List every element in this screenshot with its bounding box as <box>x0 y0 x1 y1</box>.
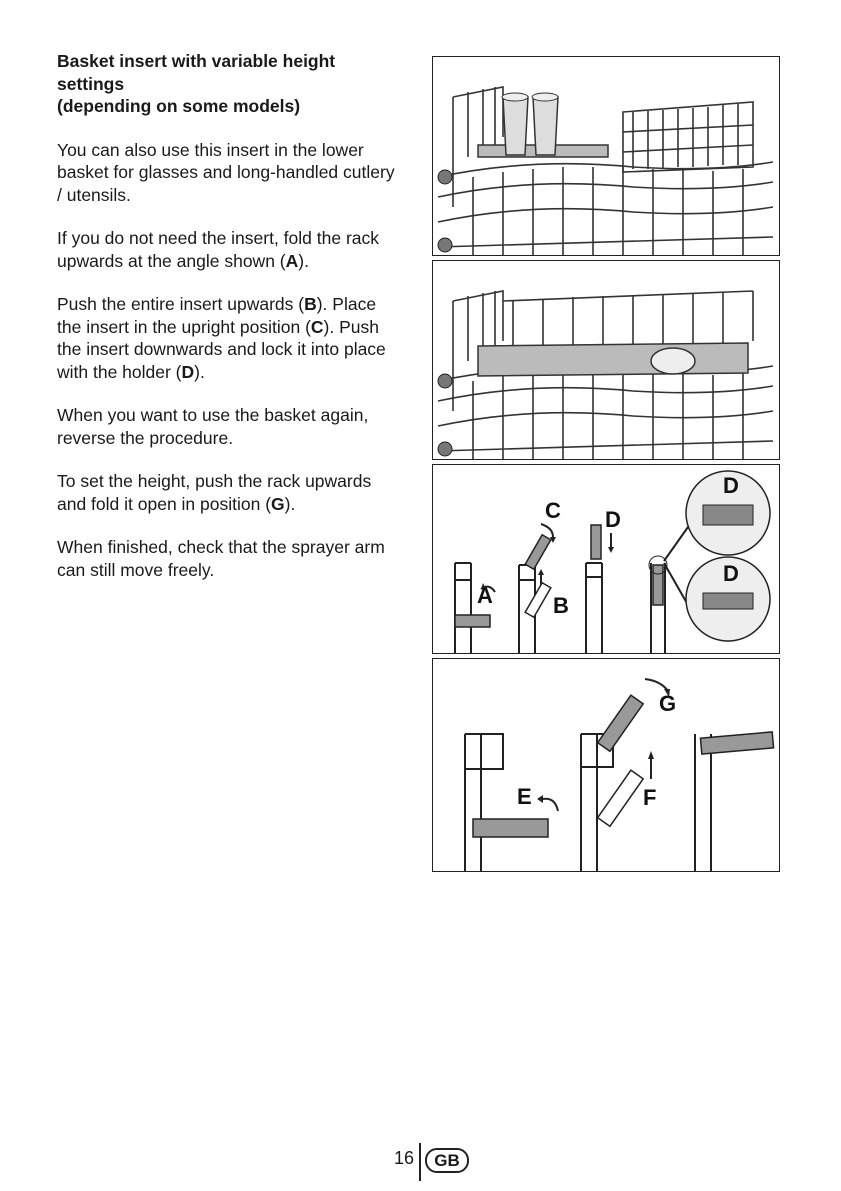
reference-letter: D <box>181 361 195 382</box>
heading-line-1: Basket insert with variable height settings <box>57 51 336 94</box>
paragraph-reverse <box>57 404 402 449</box>
label-g: G <box>659 691 677 716</box>
language-badge: GB <box>425 1148 469 1173</box>
intro-paragraph: You can also use this insert in the lower basket for glasses and long-handled cutlery / utensils. <box>57 139 395 205</box>
reference-letter: C <box>310 316 324 337</box>
paragraph-check-sprayer <box>57 536 402 581</box>
page-number: 16 <box>394 1148 415 1168</box>
paragraph-text: If you do not need the insert, fold the rack upwards at the angle shown ( <box>57 228 380 271</box>
label-b: B <box>553 593 569 618</box>
reference-letter: G <box>271 493 285 514</box>
instruction-text <box>57 50 402 602</box>
paragraph-text: Push the entire insert upwards ( <box>57 294 305 314</box>
figure-steps-a-to-d <box>432 464 780 654</box>
page-footer <box>0 1143 841 1183</box>
figure-steps-e-to-g <box>432 658 780 872</box>
label-d-detail-top: D <box>723 473 739 498</box>
figure-basket-with-glasses <box>432 56 780 256</box>
basket-illustration <box>433 261 779 459</box>
reference-letter: A <box>285 250 299 271</box>
label-f: F <box>643 785 657 810</box>
paragraph-fold-rack <box>57 227 402 272</box>
label-c: C <box>545 498 561 523</box>
paragraph-text: ). <box>284 493 296 514</box>
paragraph-text: When finished, check that the sprayer arm can still move freely. <box>57 537 385 580</box>
paragraph-text: ). <box>194 361 205 382</box>
section-heading <box>57 50 402 118</box>
paragraph-text: ). Push the insert downwards and lock it into place with the holder ( <box>57 316 386 382</box>
figure-basket-folded-insert <box>432 260 780 460</box>
label-e: E <box>517 784 532 809</box>
label-d-detail-bottom: D <box>723 561 739 586</box>
steps-illustration <box>433 465 779 653</box>
label-d: D <box>605 507 621 532</box>
paragraph-text: When you want to use the basket again, reverse the procedure. <box>57 405 369 448</box>
footer-divider <box>419 1143 421 1181</box>
reference-letter: B <box>304 294 317 314</box>
paragraph-text: ). Place the insert in the upright position ( <box>57 294 377 337</box>
label-a: A <box>477 583 493 608</box>
heading-line-2: (depending on some models) <box>57 96 301 116</box>
paragraph-set-height <box>57 470 402 515</box>
paragraph-text: ). <box>298 250 309 271</box>
paragraph-push-insert <box>57 293 402 383</box>
paragraph-text: To set the height, push the rack upwards and fold it open in position ( <box>57 471 372 514</box>
basket-illustration <box>433 57 779 255</box>
height-adjust-illustration <box>433 659 779 871</box>
